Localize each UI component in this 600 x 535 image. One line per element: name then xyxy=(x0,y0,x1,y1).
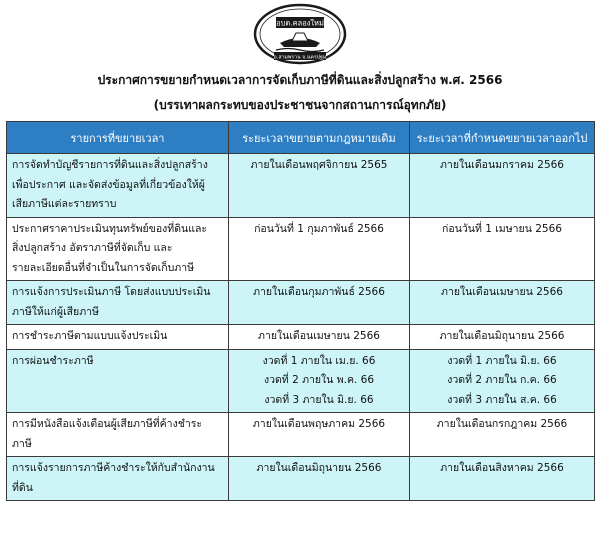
new-period-cell-line: ก่อนวันที่ 1 เมษายน 2566 xyxy=(442,222,562,235)
table-row xyxy=(7,154,595,218)
column-header-item: รายการที่ขยายเวลา xyxy=(7,122,229,154)
item-cell xyxy=(7,325,229,350)
item-cell-line: เพื่อประกาศ และจัดส่งข้อมูลที่เกี่ยวข้องให้ผู้ xyxy=(12,178,205,191)
item-cell xyxy=(7,154,229,218)
seal-district-text: อ.สามพราน จ.นครปฐม xyxy=(273,54,327,61)
item-cell-line: ภาษีให้แก่ผู้เสียภาษี xyxy=(12,305,99,318)
tao-seal-logo xyxy=(252,3,348,65)
old-period-cell xyxy=(229,413,410,457)
new-period-cell-line: ภายในเดือนกรกฎาคม 2566 xyxy=(436,418,568,430)
item-cell-line: เสียภาษีแต่ละรายทราบ xyxy=(12,198,117,210)
old-period-cell xyxy=(229,457,410,501)
new-period-cell xyxy=(410,281,595,325)
new-period-cell-line: ภายในเดือนมกราคม 2566 xyxy=(440,159,564,171)
page-subtitle: (บรรเทาผลกระทบของประชาชนจากสถานการณ์อุทกภัย) xyxy=(153,98,447,112)
item-cell xyxy=(7,413,229,457)
item-cell xyxy=(7,281,229,325)
new-period-cell xyxy=(410,325,595,350)
page-title: ประกาศการขยายกำหนดเวลาการจัดเก็บภาษีที่ดินและสิ่งปลูกสร้าง พ.ศ. 2566 xyxy=(97,73,503,87)
old-period-cell-line: ภายในเดือนพฤศจิกายน 2565 xyxy=(250,159,388,171)
new-period-cell-line: ภายในเดือนมิถุนายน 2566 xyxy=(439,330,565,342)
new-period-cell-line: ภายในเดือนสิงหาคม 2566 xyxy=(440,462,564,474)
item-cell-line: การชำระภาษีตามแบบแจ้งประเมิน xyxy=(12,330,168,342)
old-period-cell-line: ภายในเดือนเมษายน 2566 xyxy=(258,330,380,342)
old-period-cell-line: ภายในเดือนกุมภาพันธ์ 2566 xyxy=(253,286,385,298)
item-cell xyxy=(7,217,229,281)
item-cell-line: ภาษี xyxy=(12,437,32,450)
column-header-old-period: ระยะเวลาขยายตามกฎหมายเดิม xyxy=(229,122,410,154)
item-cell-line: ที่ดิน xyxy=(12,481,33,494)
item-cell-line: การแจ้งการประเมินภาษี โดยส่งแบบประเมิน xyxy=(12,286,211,298)
item-cell-line: การมีหนังสือแจ้งเตือนผู้เสียภาษีที่ค้างชำระ xyxy=(12,418,203,430)
item-cell-line: การผ่อนชำระภาษี xyxy=(12,354,94,367)
new-period-cell-line: งวดที่ 1 ภายใน มิ.ย. 66 xyxy=(447,354,557,367)
table-header-row xyxy=(7,122,595,154)
old-period-cell-line: ภายในเดือนมิถุนายน 2566 xyxy=(256,462,382,474)
item-cell-line: รายละเอียดอื่นที่จำเป็นในการจัดเก็บภาษี xyxy=(12,261,195,274)
new-period-cell xyxy=(410,457,595,501)
new-period-cell-line: ภายในเดือนเมษายน 2566 xyxy=(441,286,563,298)
new-period-cell xyxy=(410,217,595,281)
old-period-cell-line: งวดที่ 1 ภายใน เม.ย. 66 xyxy=(262,354,376,367)
old-period-cell-line: ภายในเดือนพฤษภาคม 2566 xyxy=(252,418,386,430)
old-period-cell xyxy=(229,349,410,413)
old-period-cell xyxy=(229,325,410,350)
item-cell-line: การจัดทำบัญชีรายการที่ดินและสิ่งปลูกสร้าง xyxy=(12,159,208,171)
new-period-cell-line: งวดที่ 2 ภายใน ก.ค. 66 xyxy=(447,374,557,386)
new-period-cell xyxy=(410,154,595,218)
table-row xyxy=(7,349,595,413)
table-row xyxy=(7,457,595,501)
item-cell xyxy=(7,457,229,501)
new-period-cell xyxy=(410,349,595,413)
item-cell-line: ประกาศราคาประเมินทุนทรัพย์ของที่ดินและ xyxy=(12,222,208,235)
new-period-cell-line: งวดที่ 3 ภายใน ส.ค. 66 xyxy=(447,393,557,406)
old-period-cell-line: ก่อนวันที่ 1 กุมภาพันธ์ 2566 xyxy=(254,222,384,235)
old-period-cell xyxy=(229,154,410,218)
old-period-cell-line: งวดที่ 2 ภายใน พ.ค. 66 xyxy=(263,374,375,386)
extension-schedule-table xyxy=(6,121,595,501)
table-row xyxy=(7,217,595,281)
old-period-cell-line: งวดที่ 3 ภายใน มิ.ย. 66 xyxy=(264,393,374,406)
table-row xyxy=(7,413,595,457)
old-period-cell xyxy=(229,217,410,281)
new-period-cell xyxy=(410,413,595,457)
table-row xyxy=(7,325,595,350)
old-period-cell xyxy=(229,281,410,325)
item-cell-line: สิ่งปลูกสร้าง อัตราภาษีที่จัดเก็บ และ xyxy=(12,242,173,254)
seal-name-text: อบต.คลองใหม่ xyxy=(276,18,324,28)
item-cell-line: การแจ้งรายการภาษีค้างชำระให้กับสำนักงาน xyxy=(12,462,215,474)
item-cell xyxy=(7,349,229,413)
column-header-new-period: ระยะเวลาที่กำหนดขยายเวลาออกไป xyxy=(410,122,595,154)
table-row xyxy=(7,281,595,325)
